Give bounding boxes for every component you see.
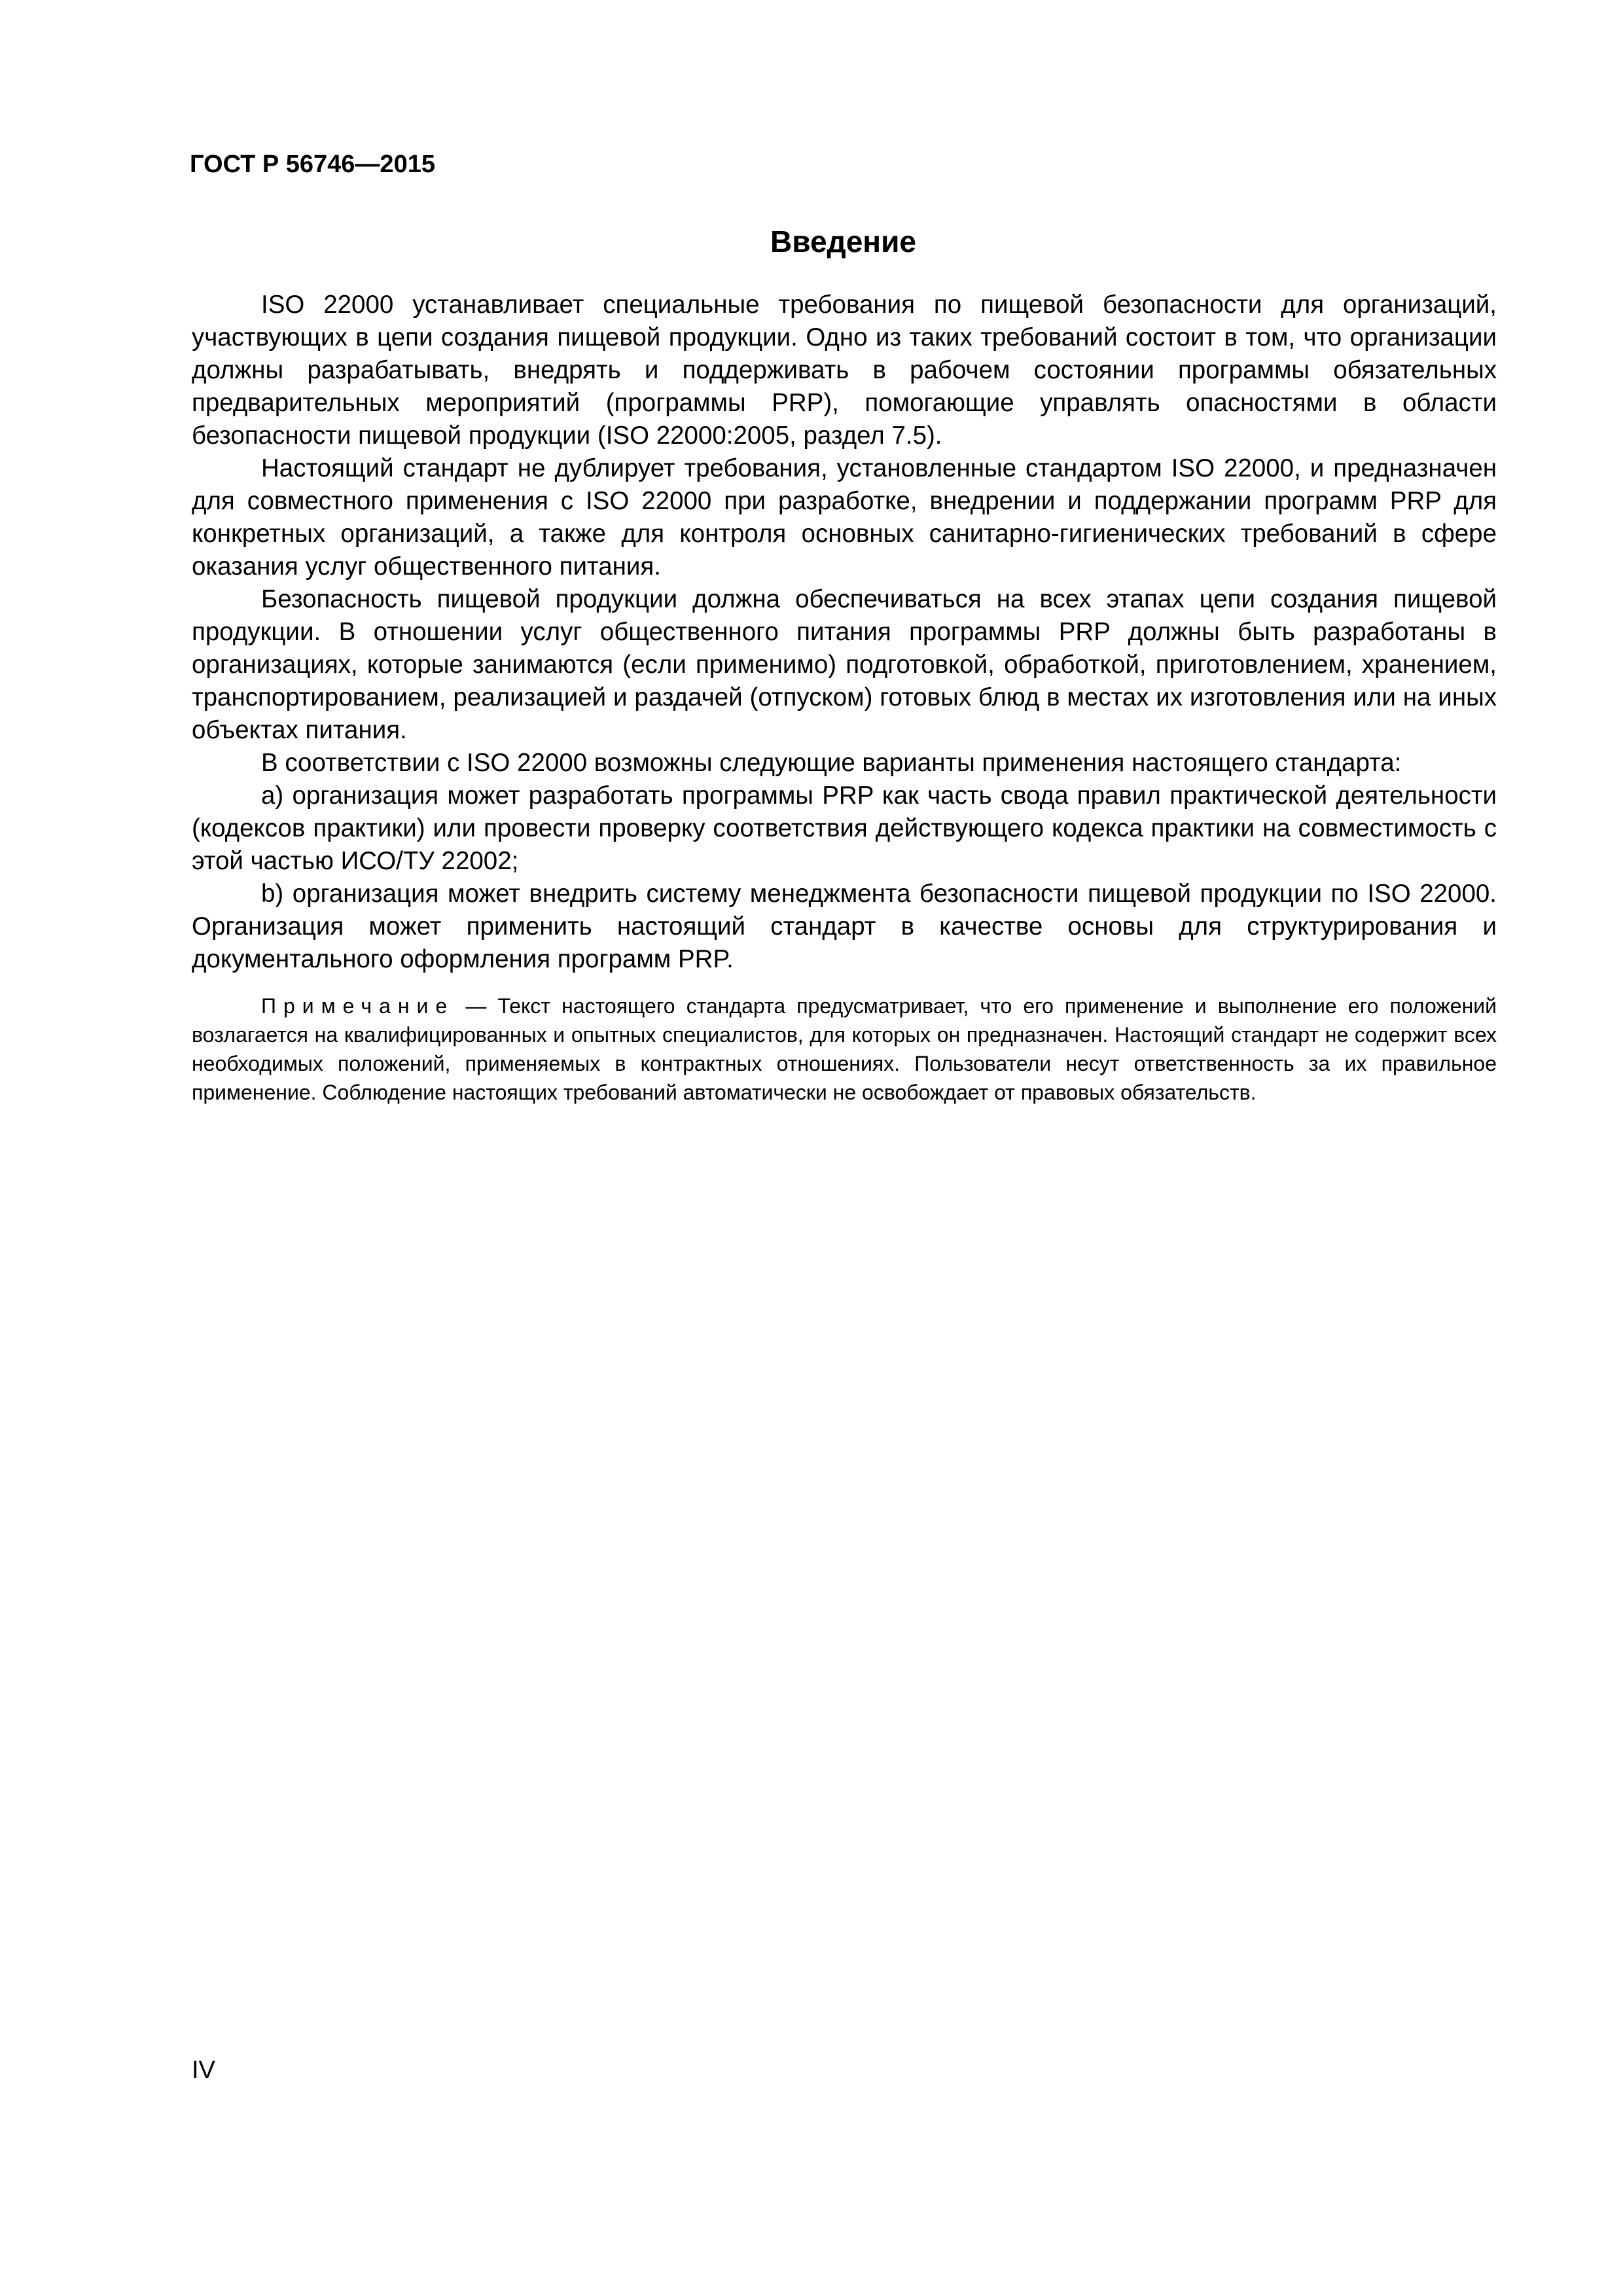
note-text: — Текст настоящего стандарта предусматривает, что его применение и выполнение его положений возлагается на квалифицированных и опытных специалистов, для которых он предназначен. Настоящий стандарт не содержит всех необходимых положений, применяемых в контрактных отношениях. Пользователи несут ответственность за их правильное применение. Соблюдение настоящих требований автоматически не освобождает от правовых обязательств. [192,994,1497,1104]
document-code: ГОСТ Р 56746—2015 [190,151,435,178]
paragraph: ISO 22000 устанавливает специальные требования по пищевой безопасности для организаций, участвующих в цепи создания пищевой продукции. Одно из таких требований состоит в том, что организации должны разрабатывать, внедрять и поддерживать в рабочем состоянии программы обязательных предварительных мероприятий (программы PRP), помогающие управлять опасностями в области безопасности пищевой продукции (ISO 22000:2005, раздел 7.5). [192,291,1497,450]
page-number: IV [192,2056,215,2084]
list-item-a: a) организация может разработать программы PRP как часть свода правил практической деятельности (кодексов практики) или провести проверку соответствия действующего кодекса практики на совместимость с этой частью ИСО/ТУ 22002; [192,781,1497,875]
paragraph: Безопасность пищевой продукции должна обеспечиваться на всех этапах цепи создания пищевой продукции. В отношении услуг общественного питания программы PRP должны быть разработаны в организациях, которые занимаются (если применимо) подготовкой, обработкой, приготовлением, хранением, транспортированием, реализацией и раздачей (отпуском) готовых блюд в местах их изготовления или на иных объектах питания. [192,585,1497,744]
paragraph: Настоящий стандарт не дублирует требования, установленные стандартом ISO 22000, и предназначен для совместного применения с ISO 22000 при разработке, внедрении и поддержании программ PRP для конкретных организаций, а также для контроля основных санитарно-гигиенических требований в сфере оказания услуг общественного питания. [192,454,1497,581]
section-title: Введение [770,224,916,259]
list-item-b: b) организация может внедрить систему менеджмента безопасности пищевой продукции по ISO 22000. Организация может применить настоящий стандарт в качестве основы для структурирования и документального оформления программ PRP. [192,880,1497,973]
paragraph: В соответствии с ISO 22000 возможны следующие варианты применения настоящего стандарта: [261,749,1402,777]
document-body [192,289,1497,1107]
note-label: Примечание [261,994,455,1018]
note [192,992,1497,1107]
